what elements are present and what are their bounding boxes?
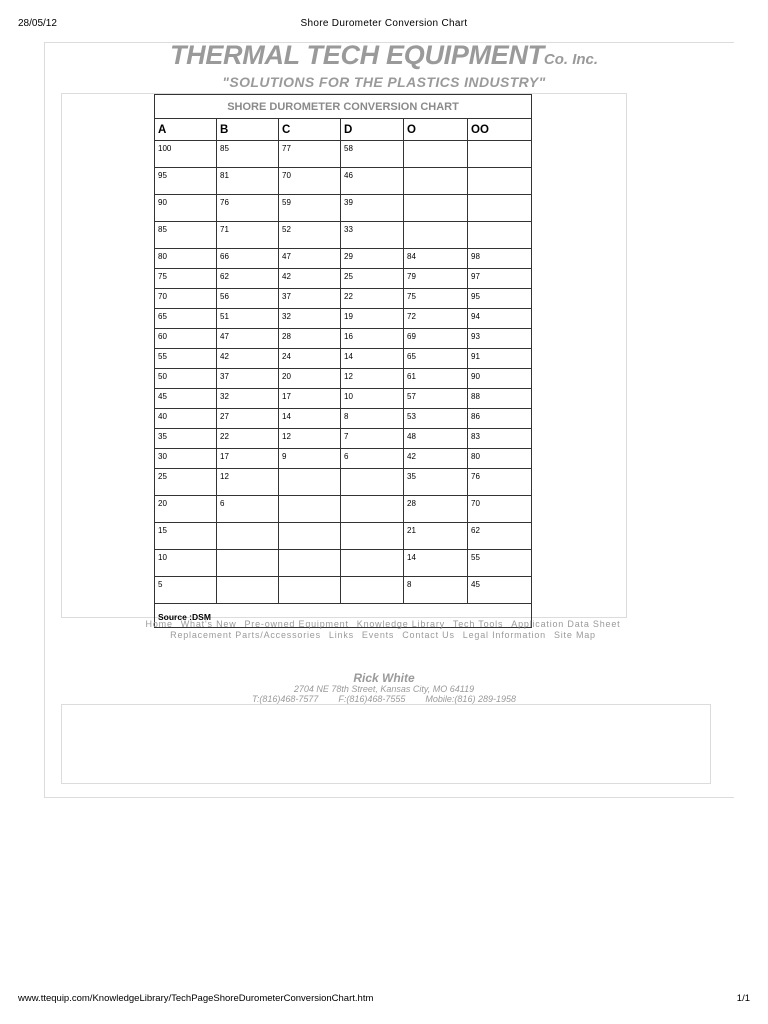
table-cell: 24: [279, 349, 341, 369]
table-cell: 32: [279, 309, 341, 329]
nav-link-site-map[interactable]: Site Map: [553, 630, 596, 640]
table-row: [155, 289, 532, 309]
table-row: [155, 577, 532, 604]
table-cell: 86: [468, 409, 532, 429]
contact-phones: [0, 694, 768, 704]
table-cell: 8: [404, 577, 468, 604]
column-header: B: [217, 119, 279, 141]
company-header: [0, 40, 768, 71]
table-cell: 100: [155, 141, 217, 168]
table-cell: 47: [279, 249, 341, 269]
table-cell: 90: [468, 369, 532, 389]
company-tagline: "SOLUTIONS FOR THE PLASTICS INDUSTRY": [222, 74, 546, 90]
table-cell: 30: [155, 449, 217, 469]
table-cell: 83: [468, 429, 532, 449]
table-cell: 6: [217, 496, 279, 523]
table-row: [155, 249, 532, 269]
table-cell: 75: [155, 269, 217, 289]
table-cell: 12: [341, 369, 404, 389]
table-cell: [404, 195, 468, 222]
table-cell: 79: [404, 269, 468, 289]
table-row: [155, 523, 532, 550]
table-cell: 62: [468, 523, 532, 550]
table-cell: 28: [279, 329, 341, 349]
table-cell: 69: [404, 329, 468, 349]
table-cell: 50: [155, 369, 217, 389]
table-cell: 15: [155, 523, 217, 550]
table-cell: [279, 496, 341, 523]
table-cell: 47: [217, 329, 279, 349]
print-url: www.ttequip.com/KnowledgeLibrary/TechPageShoreDurometerConversionChart.htm: [18, 993, 374, 1004]
table-cell: 25: [341, 269, 404, 289]
nav-link-what-s-new[interactable]: What's New: [180, 619, 237, 629]
table-row: [155, 269, 532, 289]
column-header: C: [279, 119, 341, 141]
nav-link-replacement-parts-accessories[interactable]: Replacement Parts/Accessories: [170, 630, 321, 640]
table-row: [155, 469, 532, 496]
table-cell: 32: [217, 389, 279, 409]
table-cell: 42: [279, 269, 341, 289]
table-cell: 85: [155, 222, 217, 249]
contact-fax: F:(816)468-7555: [338, 694, 406, 704]
table-cell: 76: [468, 469, 532, 496]
nav-link-tech-tools[interactable]: Tech Tools: [452, 619, 504, 629]
table-cell: 91: [468, 349, 532, 369]
nav-link-legal-information[interactable]: Legal Information: [462, 630, 546, 640]
table-cell: 71: [217, 222, 279, 249]
table-cell: 61: [404, 369, 468, 389]
table-cell: 52: [279, 222, 341, 249]
table-cell: 59: [279, 195, 341, 222]
table-cell: 19: [341, 309, 404, 329]
table-cell: [404, 222, 468, 249]
table-cell: [341, 496, 404, 523]
table-cell: 88: [468, 389, 532, 409]
table-row: [155, 369, 532, 389]
table-cell: [279, 469, 341, 496]
table-cell: 33: [341, 222, 404, 249]
table-cell: 17: [217, 449, 279, 469]
table-row: [155, 349, 532, 369]
table-cell: 95: [468, 289, 532, 309]
table-cell: 14: [279, 409, 341, 429]
table-title: SHORE DUROMETER CONVERSION CHART: [155, 95, 532, 119]
column-header: O: [404, 119, 468, 141]
table-cell: 27: [217, 409, 279, 429]
table-cell: 62: [217, 269, 279, 289]
table-cell: 80: [468, 449, 532, 469]
table-row: [155, 329, 532, 349]
table-row: [155, 496, 532, 523]
table-cell: 85: [217, 141, 279, 168]
table-cell: 76: [217, 195, 279, 222]
print-page-number: 1/1: [736, 993, 750, 1004]
footer-nav-row-2: [138, 630, 628, 641]
table-cell: 77: [279, 141, 341, 168]
nav-link-links[interactable]: Links: [328, 630, 354, 640]
table-cell: [279, 523, 341, 550]
table-cell: [404, 141, 468, 168]
table-row: [155, 222, 532, 249]
table-row: [155, 141, 532, 168]
table-cell: 56: [217, 289, 279, 309]
table-row: [155, 449, 532, 469]
table-cell: 25: [155, 469, 217, 496]
table-cell: 45: [155, 389, 217, 409]
table-cell: 39: [341, 195, 404, 222]
nav-link-application-data-sheet[interactable]: Application Data Sheet: [511, 619, 621, 629]
table-cell: [468, 195, 532, 222]
table-cell: 9: [279, 449, 341, 469]
table-cell: 75: [404, 289, 468, 309]
table-cell: 46: [341, 168, 404, 195]
table-cell: 98: [468, 249, 532, 269]
table-cell: 35: [404, 469, 468, 496]
table-cell: 7: [341, 429, 404, 449]
conversion-table: [154, 94, 532, 628]
table-cell: [279, 577, 341, 604]
table-cell: [468, 168, 532, 195]
table-cell: [468, 222, 532, 249]
table-cell: [468, 141, 532, 168]
table-cell: 12: [217, 469, 279, 496]
table-cell: 12: [279, 429, 341, 449]
table-cell: 57: [404, 389, 468, 409]
table-cell: 6: [341, 449, 404, 469]
table-cell: 17: [279, 389, 341, 409]
table-cell: [279, 550, 341, 577]
column-header: D: [341, 119, 404, 141]
table-cell: 10: [341, 389, 404, 409]
table-cell: 22: [217, 429, 279, 449]
table-cell: [341, 469, 404, 496]
table-cell: 70: [468, 496, 532, 523]
column-header: OO: [468, 119, 532, 141]
table-cell: 55: [155, 349, 217, 369]
contact-name: Rick White: [353, 671, 415, 685]
contact-phone: T:(816)468-7577: [252, 694, 319, 704]
table-cell: 5: [155, 577, 217, 604]
company-suffix: Co. Inc.: [543, 51, 599, 68]
table-row: [155, 429, 532, 449]
table-cell: 90: [155, 195, 217, 222]
footer-nav: [138, 619, 628, 641]
table-cell: 37: [279, 289, 341, 309]
table-cell: 42: [404, 449, 468, 469]
table-cell: [217, 577, 279, 604]
table-row: [155, 550, 532, 577]
table-cell: 21: [404, 523, 468, 550]
table-cell: [217, 550, 279, 577]
table-cell: 72: [404, 309, 468, 329]
table-cell: 66: [217, 249, 279, 269]
table-cell: 29: [341, 249, 404, 269]
table-cell: 51: [217, 309, 279, 329]
table-cell: 45: [468, 577, 532, 604]
table-cell: 93: [468, 329, 532, 349]
table-cell: 65: [155, 309, 217, 329]
nav-link-events[interactable]: Events: [361, 630, 395, 640]
table-cell: 14: [404, 550, 468, 577]
table-cell: 94: [468, 309, 532, 329]
table-source: Source :DSM: [155, 604, 532, 628]
table-header-row: [155, 119, 532, 141]
table-cell: [217, 523, 279, 550]
company-name: THERMAL TECH EQUIPMENT: [169, 40, 544, 70]
table-cell: 14: [341, 349, 404, 369]
table-cell: 42: [217, 349, 279, 369]
table-cell: 28: [404, 496, 468, 523]
nav-link-pre-owned-equipment[interactable]: Pre-owned Equipment: [244, 619, 349, 629]
table-cell: 97: [468, 269, 532, 289]
table-row: [155, 168, 532, 195]
footer-nav-row-1: [138, 619, 628, 630]
contact-address: 2704 NE 78th Street, Kansas City, MO 64119: [293, 684, 475, 694]
print-page-title: Shore Durometer Conversion Chart: [300, 18, 468, 29]
table-row: [155, 409, 532, 429]
table-cell: 10: [155, 550, 217, 577]
table-cell: 60: [155, 329, 217, 349]
table-cell: 40: [155, 409, 217, 429]
table-cell: 48: [404, 429, 468, 449]
table-cell: 20: [279, 369, 341, 389]
table-cell: 20: [155, 496, 217, 523]
table-cell: 81: [217, 168, 279, 195]
table-cell: [341, 550, 404, 577]
table-cell: 16: [341, 329, 404, 349]
table-row: [155, 309, 532, 329]
table-cell: 84: [404, 249, 468, 269]
contact-mobile: Mobile:(816) 289-1958: [425, 694, 516, 704]
table-cell: [341, 523, 404, 550]
nav-link-knowledge-library[interactable]: Knowledge Library: [356, 619, 445, 629]
bottom-box: [61, 704, 711, 784]
table-cell: 70: [155, 289, 217, 309]
table-cell: 22: [341, 289, 404, 309]
nav-link-home[interactable]: Home: [145, 619, 173, 629]
table-cell: [404, 168, 468, 195]
table-cell: 58: [341, 141, 404, 168]
table-cell: 95: [155, 168, 217, 195]
table-cell: 37: [217, 369, 279, 389]
table-cell: 70: [279, 168, 341, 195]
table-cell: 8: [341, 409, 404, 429]
table-cell: [341, 577, 404, 604]
table-cell: 55: [468, 550, 532, 577]
table-cell: 35: [155, 429, 217, 449]
nav-link-contact-us[interactable]: Contact Us: [402, 630, 455, 640]
column-header: A: [155, 119, 217, 141]
table-row: [155, 389, 532, 409]
table-cell: 53: [404, 409, 468, 429]
table-cell: 65: [404, 349, 468, 369]
table-cell: 80: [155, 249, 217, 269]
print-date: 28/05/12: [18, 18, 57, 29]
table-row: [155, 195, 532, 222]
